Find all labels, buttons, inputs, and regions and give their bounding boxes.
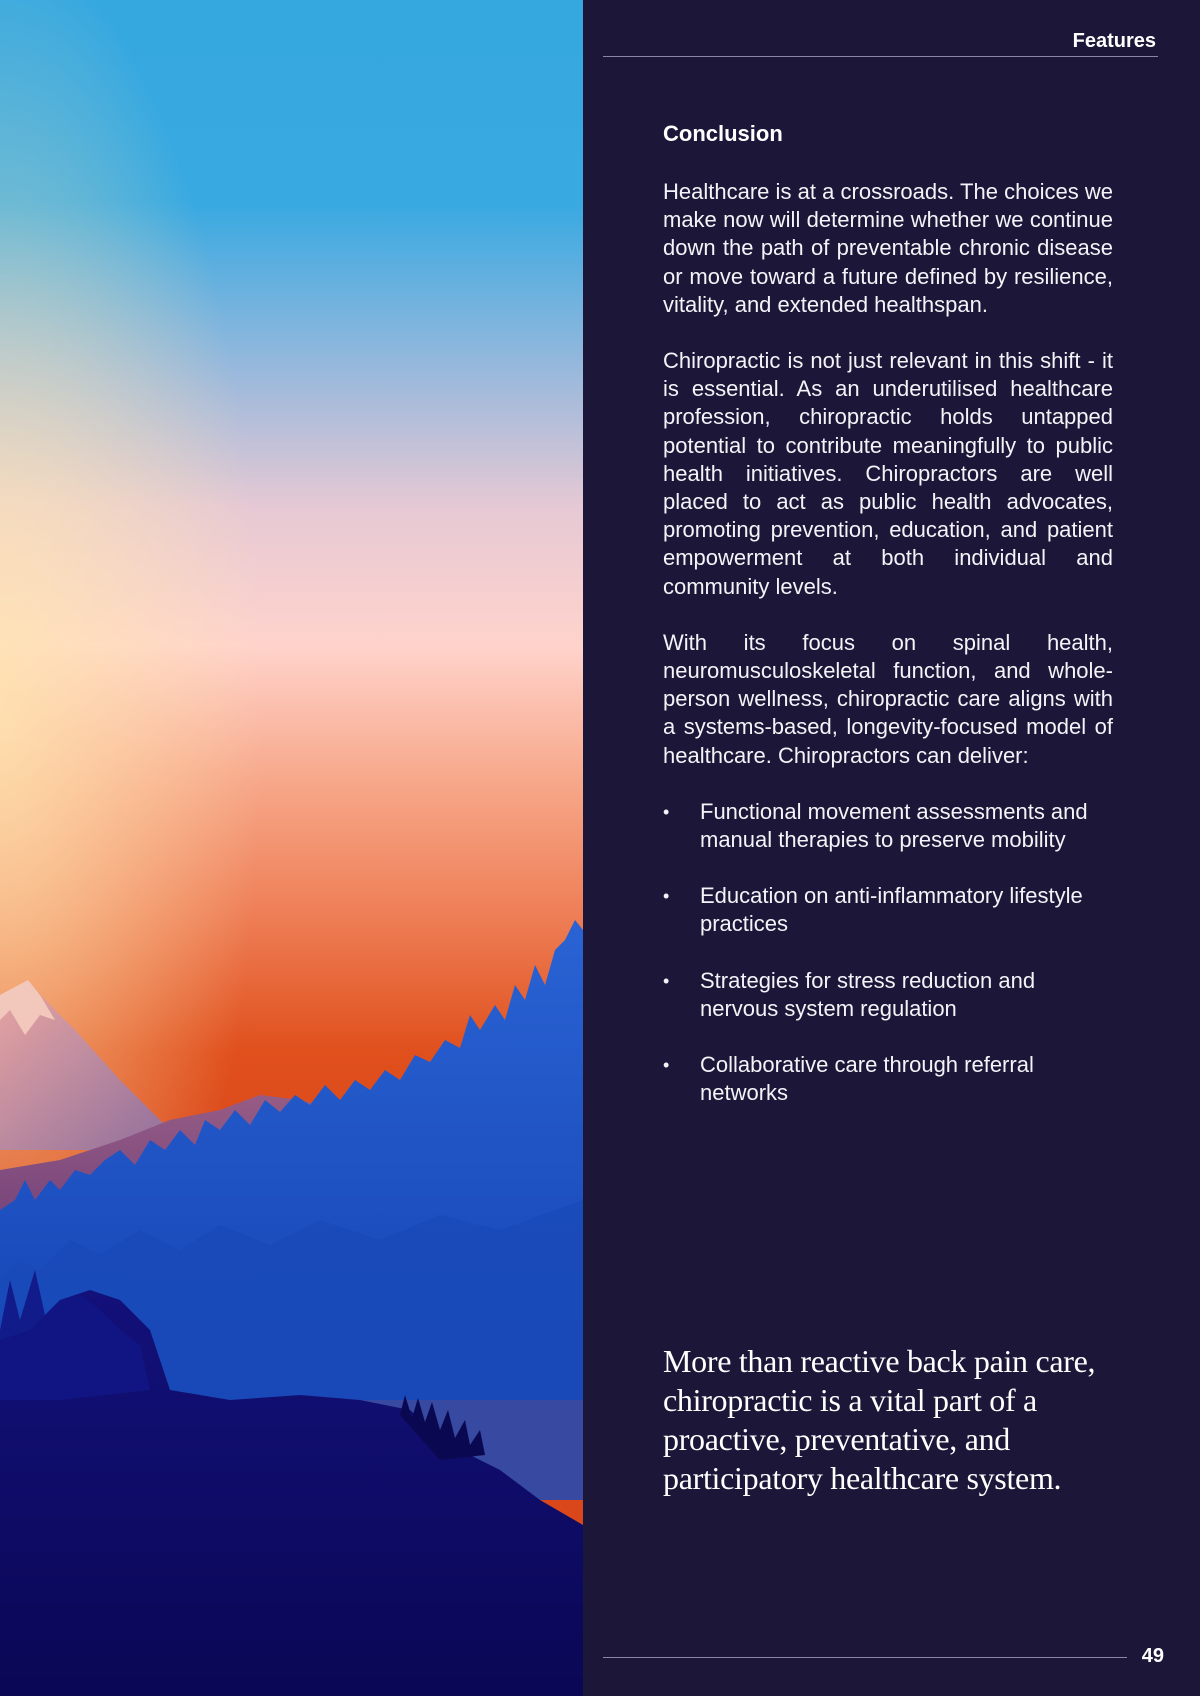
bullet-item xyxy=(663,882,1113,938)
mountain-forest-image xyxy=(0,0,583,1696)
paragraph-2: Chiropractic is not just relevant in this shift - it is essential. As an underutilised healthcare profession, chiropractic holds untapped potential to contribute meaningfully to public health initiatives. Chiropractors are well placed to act as public health advocates, promoting prevention, education, and patient empowerment at both individual and community levels. xyxy=(663,348,1113,599)
paragraph-1: Healthcare is at a crossroads. The choices we make now will determine whether we continue down the path of preventable chronic disease or move toward a future defined by resilience, vitality, and extended healthspan. xyxy=(663,179,1113,317)
header-divider xyxy=(603,56,1158,57)
bullet-icon: • xyxy=(663,1055,670,1076)
bullet-list xyxy=(663,798,1113,1108)
article-body xyxy=(663,120,1113,1135)
bullet-text: Functional movement assessments and manual therapies to preserve mobility xyxy=(700,798,1088,853)
bullet-text: Education on anti-inflammatory lifestyle practices xyxy=(700,883,1083,937)
footer-divider xyxy=(603,1657,1127,1658)
page-number: 49 xyxy=(1141,1645,1164,1667)
bullet-text: Strategies for stress reduction and nervous system regulation xyxy=(700,967,1036,1021)
paragraph-3: With its focus on spinal health, neuromusculoskeletal function, and whole-person wellness, chiropractic care aligns with a systems-based, longevity-focused model of healthcare. Chiropractors can deliver: xyxy=(663,629,1113,768)
bullet-text: Collaborative care through referral networks xyxy=(700,1052,1034,1106)
landscape-illustration xyxy=(0,0,583,1696)
bullet-item xyxy=(663,1051,1113,1107)
bullet-icon: • xyxy=(663,886,670,907)
section-label: Features xyxy=(1072,30,1156,52)
bullet-item xyxy=(663,798,1113,854)
bullet-icon: • xyxy=(663,970,670,991)
article-panel xyxy=(583,0,1200,1696)
bullet-item xyxy=(663,967,1113,1023)
article-heading: Conclusion xyxy=(663,121,783,146)
pull-quote: More than reactive back pain care, chiropractic is a vital part of a proactive, preventative, and participatory healthcare system. xyxy=(663,1343,1096,1496)
bullet-icon: • xyxy=(663,801,670,822)
